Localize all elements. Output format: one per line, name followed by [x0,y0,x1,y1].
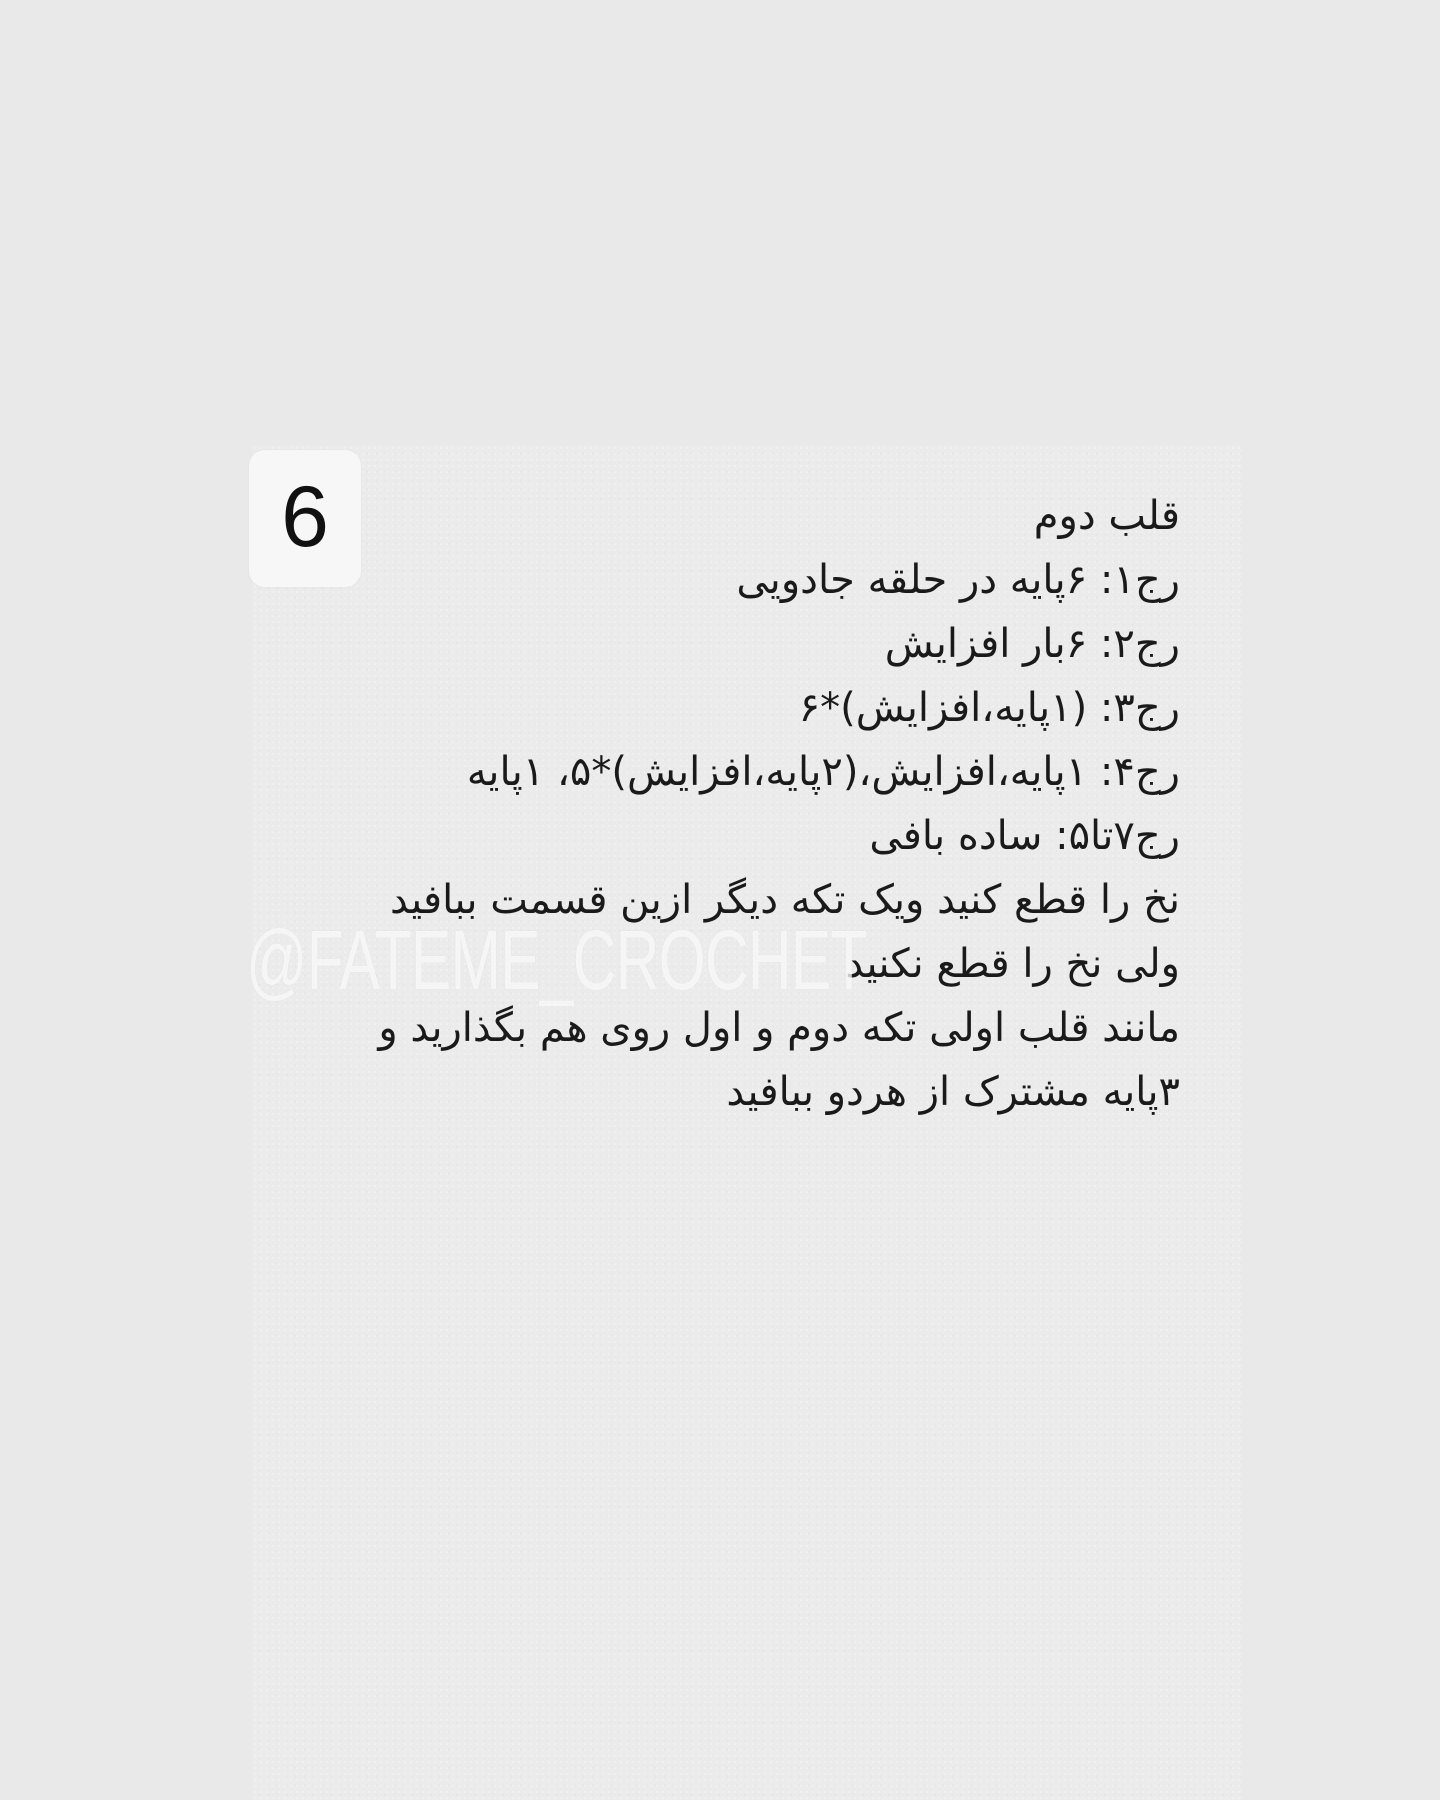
instruction-line: رج۲: ۶بار افزایش [884,621,1180,667]
page-number: 6 [281,468,329,565]
instruction-line: نخ را قطع کنید ویک تکه دیگر ازین قسمت ببافید [389,877,1180,923]
watermark-text: @FATEME_CROCHET [246,913,867,1007]
instruction-line: رج۴: ۱پایه،افزایش،(۲پایه،افزایش)*۵، ۱پایه [466,749,1180,795]
instruction-line: مانند قلب اولی تکه دوم و اول روی هم بگذارید و [378,1005,1180,1051]
instruction-line: رج۳: (۱پایه،افزایش)*۶ [798,685,1180,731]
instruction-line: ۳پایه مشترک از هردو ببافید [726,1069,1180,1115]
instruction-line: رج۱: ۶پایه در حلقه جادویی [736,557,1180,603]
instruction-line: رج۷تا۵: ساده بافی [869,813,1180,859]
instruction-title: قلب دوم [1033,493,1180,539]
pattern-instructions [320,484,1180,1124]
instruction-line: ولی نخ را قطع نکنید [845,941,1180,987]
